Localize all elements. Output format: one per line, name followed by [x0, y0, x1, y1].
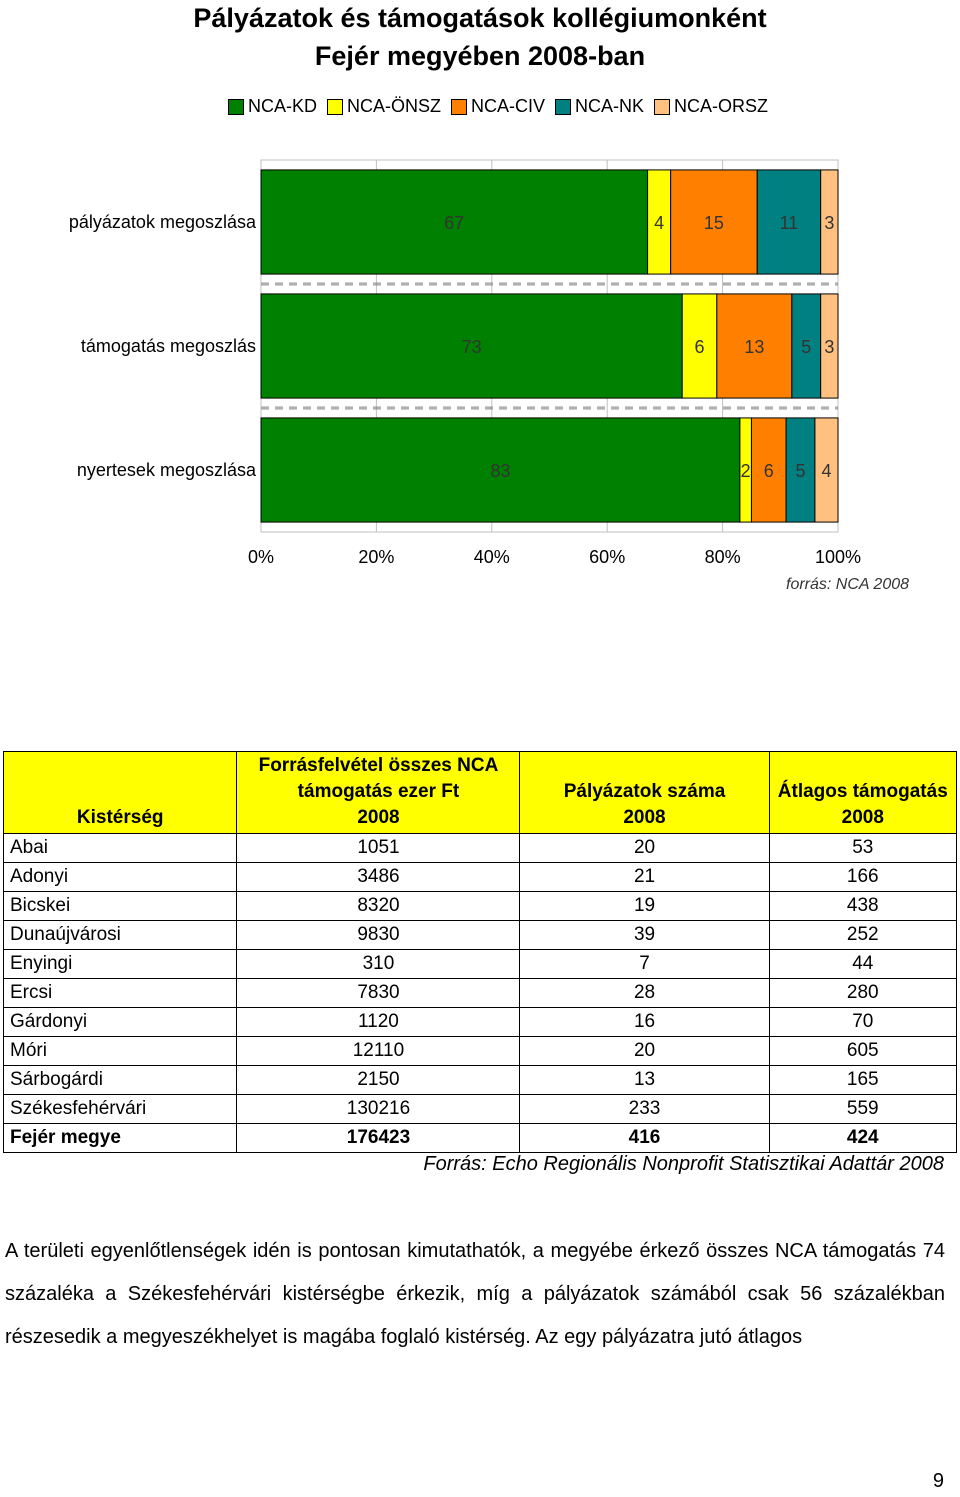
data-label: 3	[824, 213, 835, 233]
header-line: Átlagos támogatás	[777, 781, 948, 802]
table-row	[4, 1066, 957, 1095]
table-cell-value: 7830	[237, 979, 520, 1008]
stacked-bar-chart	[0, 140, 960, 580]
table-cell-value: 44	[769, 950, 956, 979]
header-line: Forrásfelvétel összes NCA	[258, 755, 499, 776]
data-label: 4	[821, 461, 832, 481]
header-atlagos-tamogatas-text	[770, 779, 956, 831]
legend-item	[327, 96, 441, 117]
legend-label: NCA-ÖNSZ	[347, 96, 442, 116]
table-cell-name: Abai	[4, 834, 237, 863]
legend-swatch	[327, 99, 343, 115]
data-label: 6	[763, 461, 774, 481]
data-label: 15	[703, 213, 724, 233]
table-row	[4, 834, 957, 863]
table-cell-value: 8320	[237, 892, 520, 921]
header-forrasfelvetel-text	[237, 753, 519, 831]
table-cell-value: 438	[769, 892, 956, 921]
table-cell-value: 165	[769, 1066, 956, 1095]
table-cell-name: Fejér megye	[4, 1124, 237, 1153]
table-row	[4, 921, 957, 950]
table-cell-name: Adonyi	[4, 863, 237, 892]
table-row	[4, 1008, 957, 1037]
table-cell-value: 28	[520, 979, 769, 1008]
table-cell-value: 310	[237, 950, 520, 979]
table-cell-value: 233	[520, 1095, 769, 1124]
header-atlagos-tamogatas	[769, 752, 956, 834]
chart-legend	[228, 96, 778, 117]
table-source: Forrás: Echo Regionális Nonprofit Statisztikai Adattár 2008	[423, 1153, 944, 1175]
header-palyazatok-szama-text	[520, 779, 768, 831]
table-cell-value: 280	[769, 979, 956, 1008]
table-row	[4, 863, 957, 892]
table-cell-value: 12110	[237, 1037, 520, 1066]
data-table	[3, 751, 957, 1153]
table-cell-value: 1120	[237, 1008, 520, 1037]
table-cell-value: 9830	[237, 921, 520, 950]
body-paragraph: A területi egyenlőtlenségek idén is pontosan kimutathatók, a megyébe érkező összes NCA támogatás 74 százaléka a Székesfehérvári kistérségbe érkezik, míg a pályázatok számából csak 56 százalékban részesedik a megyeszékhelyet is magába foglaló kistérség. Az egy pályázatra jutó átlagos	[5, 1240, 945, 1348]
legend-label: NCA-KD	[248, 96, 318, 116]
table-cell-value: 2150	[237, 1066, 520, 1095]
table-cell-value: 166	[769, 863, 956, 892]
table-cell-value: 21	[520, 863, 769, 892]
table-cell-value: 20	[520, 1037, 769, 1066]
data-label: 4	[654, 213, 665, 233]
x-tick-label: 60%	[589, 547, 626, 567]
data-label: 3	[824, 337, 835, 357]
legend-swatch	[228, 99, 244, 115]
table-cell-value: 16	[520, 1008, 769, 1037]
table-header-row	[4, 752, 957, 834]
table-row	[4, 1095, 957, 1124]
data-label: 5	[801, 337, 812, 357]
x-tick-label: 40%	[473, 547, 510, 567]
category-label: pályázatok megoszlása	[68, 212, 256, 232]
category-label: nyertesek megoszlása	[76, 460, 256, 480]
legend-swatch	[451, 99, 467, 115]
table-cell-name: Dunaújvárosi	[4, 921, 237, 950]
table-cell-name: Bicskei	[4, 892, 237, 921]
x-tick-label: 80%	[704, 547, 741, 567]
data-label: 6	[694, 337, 705, 357]
legend-item	[654, 96, 768, 117]
legend-item	[451, 96, 545, 117]
table-cell-value: 605	[769, 1037, 956, 1066]
header-palyazatok-szama	[520, 752, 769, 834]
table-cell-value: 7	[520, 950, 769, 979]
table-cell-value: 416	[520, 1124, 769, 1153]
legend-swatch	[654, 99, 670, 115]
table-cell-value: 20	[520, 834, 769, 863]
x-tick-label: 100%	[814, 547, 862, 567]
x-tick-label: 0%	[247, 547, 275, 567]
table-cell-value: 70	[769, 1008, 956, 1037]
table-cell-value: 13	[520, 1066, 769, 1095]
data-label: 67	[444, 213, 465, 233]
table-row	[4, 892, 957, 921]
data-label: 11	[779, 213, 799, 233]
header-line: Kistérség	[76, 807, 164, 828]
data-label: 5	[795, 461, 806, 481]
header-line: 2008	[357, 807, 400, 828]
header-kisterseg	[4, 752, 237, 834]
table-cell-value: 176423	[237, 1124, 520, 1153]
header-forrasfelvetel	[237, 752, 520, 834]
data-label: 13	[744, 337, 765, 357]
header-line: 2008	[623, 807, 666, 828]
table-cell-value: 53	[769, 834, 956, 863]
legend-item	[555, 96, 644, 117]
table-row	[4, 950, 957, 979]
table-total-row	[4, 1124, 957, 1153]
table-cell-value: 252	[769, 921, 956, 950]
legend-item	[228, 96, 317, 117]
chart-title-line-1: Pályázatok és támogatások kollégiumonként	[193, 3, 767, 33]
data-label: 73	[461, 337, 482, 357]
table-cell-name: Enyingi	[4, 950, 237, 979]
table-cell-value: 130216	[237, 1095, 520, 1124]
table-cell-name: Sárbogárdi	[4, 1066, 237, 1095]
table-cell-name: Móri	[4, 1037, 237, 1066]
data-label: 83	[490, 461, 511, 481]
chart-source: forrás: NCA 2008	[786, 576, 910, 593]
header-line: Pályázatok száma	[563, 781, 726, 802]
table-row	[4, 979, 957, 1008]
table-cell-name: Székesfehérvári	[4, 1095, 237, 1124]
header-line: támogatás ezer Ft	[297, 781, 460, 802]
category-label: támogatás megoszlás	[80, 336, 256, 356]
x-tick-label: 20%	[358, 547, 395, 567]
page-number: 9	[932, 1470, 944, 1492]
table-cell-name: Gárdonyi	[4, 1008, 237, 1037]
legend-swatch	[555, 99, 571, 115]
legend-label: NCA-CIV	[471, 96, 546, 116]
legend-label: NCA-ORSZ	[674, 96, 769, 116]
table-cell-name: Ercsi	[4, 979, 237, 1008]
table-body	[4, 834, 957, 1153]
table-row	[4, 1037, 957, 1066]
header-kisterseg-text	[4, 805, 236, 831]
chart-title-line-2: Fejér megyében 2008-ban	[314, 41, 646, 71]
table-cell-value: 424	[769, 1124, 956, 1153]
legend-label: NCA-NK	[575, 96, 645, 116]
header-line: 2008	[841, 807, 884, 828]
table-cell-value: 3486	[237, 863, 520, 892]
table-cell-value: 19	[520, 892, 769, 921]
table-cell-value: 1051	[237, 834, 520, 863]
table-cell-value: 39	[520, 921, 769, 950]
table-cell-value: 559	[769, 1095, 956, 1124]
data-label: 2	[740, 461, 751, 481]
